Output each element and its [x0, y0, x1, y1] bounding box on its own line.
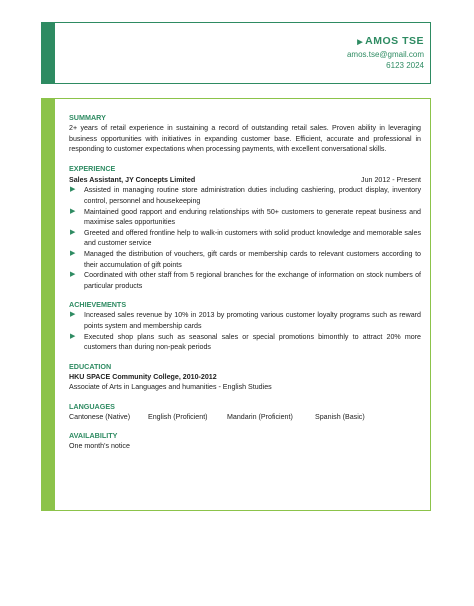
education-section: [69, 362, 421, 393]
summary-text: 2+ years of retail experience in sustaining a record of outstanding retail sales. Proven ability in leveraging business opportunities with initiatives in expanding customer base. Efficient, accurate and professional in responding to customer expectations when processing payments, with excellent conversational skills.: [69, 124, 421, 154]
bullet-arrow-icon: ▶: [70, 249, 76, 257]
availability-text: One month's notice: [69, 442, 130, 451]
triangle-icon: ▶: [357, 39, 364, 46]
resume-content: [69, 113, 421, 461]
language-item: Mandarin (Proficient): [227, 412, 293, 421]
education-school: HKU SPACE Community College, 2010-2012: [69, 372, 217, 381]
candidate-email: amos.tse@gmail.com: [346, 50, 424, 59]
list-item: ▶ Coordinated with other staff from 5 regional branches for the exchange of information on stock numbers of particular products: [70, 271, 421, 290]
bullet-arrow-icon: ▶: [70, 332, 76, 340]
list-item: ▶ Increased sales revenue by 10% in 2013 by promoting various customer loyalty programs such as reward points system and membership cards: [70, 311, 421, 330]
languages-title: LANGUAGES: [69, 401, 115, 411]
availability-section: [69, 431, 421, 452]
list-item: ▶ Greeted and offered frontline help to walk-in customers with solid product knowledge and memorable sales and customer service: [70, 228, 421, 248]
list-item: ▶ Maintained good rapport and enduring relationships with 50+ customers to generate repeat business and maximise sales opportunities: [70, 207, 421, 227]
experience-section: [69, 164, 421, 292]
summary-title: SUMMARY: [69, 113, 106, 122]
experience-list: [69, 185, 421, 291]
language-item: English (Proficient): [148, 412, 208, 421]
languages-list: [69, 412, 421, 423]
candidate-name: [357, 35, 424, 47]
list-item: ▶ Assisted in managing routine store administration duties including cashiering, product display, inventory control, personnel and housekeeping: [70, 186, 421, 205]
achievements-list: [69, 310, 421, 352]
bullet-arrow-icon: ▶: [70, 311, 76, 319]
availability-title: AVAILABILITY: [69, 431, 118, 441]
bullet-arrow-icon: ▶: [70, 186, 76, 194]
achievements-section: [69, 300, 421, 352]
body-accent-bar: [41, 98, 55, 511]
header-accent-bar: [41, 22, 55, 84]
job-title: Sales Assistant, JY Concepts Limited: [69, 175, 196, 184]
language-item: Cantonese (Native): [69, 412, 131, 421]
job-header: [69, 175, 421, 186]
candidate-name-text: AMOS TSE: [365, 35, 424, 47]
bullet-arrow-icon: ▶: [70, 271, 76, 279]
list-item: ▶ Executed shop plans such as seasonal sales or special promotions bimonthly to attract 20% more customers than during non-peak periods: [70, 332, 421, 352]
achievements-title: ACHIEVEMENTS: [69, 300, 127, 310]
job-dates: Jun 2012 - Present: [361, 175, 421, 184]
experience-title: EXPERIENCE: [69, 163, 116, 173]
education-degree: Associate of Arts in Languages and humanities - English Studies: [69, 383, 272, 392]
bullet-arrow-icon: ▶: [70, 207, 76, 215]
languages-section: [69, 402, 421, 423]
summary-section: [69, 113, 421, 155]
language-item: Spanish (Basic): [315, 412, 365, 421]
education-title: EDUCATION: [69, 361, 112, 371]
bullet-arrow-icon: ▶: [70, 228, 76, 236]
list-item: ▶ Managed the distribution of vouchers, gift cards or membership cards to relevant customers according to their accumulation of gift points: [70, 249, 421, 269]
candidate-phone: 6123 2024: [386, 61, 424, 70]
